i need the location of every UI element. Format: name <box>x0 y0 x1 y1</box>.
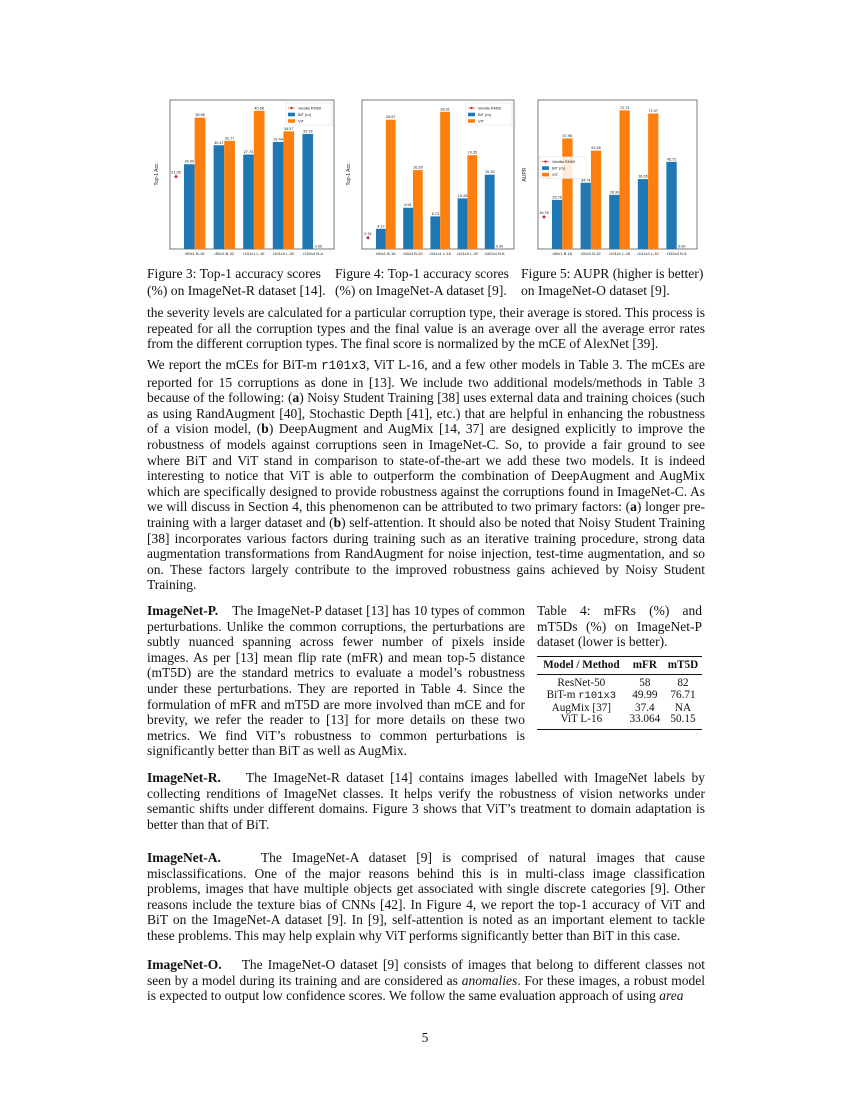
chart-legend <box>466 103 512 125</box>
bold-label: a <box>630 499 637 515</box>
bar <box>619 110 629 249</box>
x-tick-label: r101x1 L-16 <box>243 251 265 256</box>
section-heading: ImageNet-R. <box>147 770 221 785</box>
paragraph-mce-results <box>147 357 705 593</box>
bar <box>609 195 619 249</box>
bar-value-label: 57.98 <box>562 133 573 138</box>
table-cell: 49.99 <box>632 689 658 702</box>
bar <box>413 170 423 249</box>
text-span: ) Noisy Student Training [38] uses external data and training choices (such as using RandAugment [40], Stochastic Depth [41], etc.) that are helpful in enhancing the robustness of a vision model, ( <box>147 390 705 437</box>
bar-value-label: 36.65 <box>638 174 648 179</box>
bar <box>467 155 477 249</box>
bar-chart-svg <box>518 96 703 261</box>
bar-value-label: 0.00 <box>678 244 686 249</box>
paragraph-text <box>147 603 525 759</box>
bar-chart-svg <box>150 96 340 261</box>
section-heading: ImageNet-A. <box>147 850 221 865</box>
section-imagenet-a <box>147 850 705 944</box>
figure-captions <box>147 265 707 299</box>
bold-label: b <box>261 421 269 437</box>
bar-value-label: 28.39 <box>609 190 620 195</box>
x-tick-label: r50x3 B-32 <box>214 251 235 256</box>
table-cell: NA <box>674 701 692 714</box>
x-tick-label: r50x1 B-16 <box>552 251 573 256</box>
bar-value-label: 34.74 <box>580 178 591 183</box>
paragraph-text <box>147 850 705 944</box>
bar <box>376 229 386 249</box>
paragraph-text <box>147 357 705 593</box>
bar <box>224 141 235 249</box>
chart-legend <box>540 157 586 179</box>
text-span: . For these images, a robust model is expected to output low confidence scores. We follow the same evaluation approach of using <box>147 972 705 1004</box>
table-cell: 37.4 <box>635 701 655 714</box>
bold-label: a <box>292 390 300 406</box>
text-span: ) longer pre-training with a larger dataset and ( <box>147 499 706 530</box>
italic-term: area <box>659 988 684 1004</box>
y-axis-label: Top-1 Acc <box>346 163 352 186</box>
legend-label: Vanilla RN50 <box>552 159 576 165</box>
section-heading: ImageNet-P. <box>147 603 219 618</box>
figure-4-caption: Figure 4: Top-1 accuracy scores (%) on ImageNet-A dataset [9]. <box>335 266 509 298</box>
bar <box>273 142 284 249</box>
table-cell <box>537 675 626 690</box>
text-span: The ImageNet-P dataset [13] has 10 types of common perturbations. Unlike the common corruptions, the perturbations are subtly nuanced spanning across fewer number of pixels inside images. As per [13] mean flip rate (mFR) and mean top-5 distance (mT5D) are the standard metrics to evaluate a model’s robustness under these perturbations. They are reported in Table 4. Since the formulation of mFR and mT5D are more involved than mCE and for brevity, we refer the reader to [13] for more details on these two metrics. We find ViT’s robustness to common perturbations is significantly better than BiT as well as AugMix. <box>147 603 525 759</box>
x-tick-label: r152x4 N.A <box>484 251 505 256</box>
bar-value-label: 16.28 <box>413 165 423 170</box>
x-tick-label: r152x4 N.A <box>303 251 324 256</box>
bar <box>638 179 648 249</box>
chart-legend <box>286 103 332 125</box>
table-cell: 82 <box>677 677 689 690</box>
bar <box>243 155 254 249</box>
bar <box>440 112 450 249</box>
paragraph-text: the severity levels are calculated for a particular corruption type, their average is stored. This process is repeated for all the corruption types and the final value is an average over all the average error rates from the different corruption types. The final score is normalized by the mCE of AlexNet [39]. <box>147 305 705 352</box>
figure-5-caption: Figure 5: AUPR (higher is better) on ImageNet-O dataset [9]. <box>521 266 704 298</box>
bar <box>283 131 294 249</box>
x-tick-label: r101x3 L-32 <box>637 251 659 256</box>
bar <box>195 118 206 249</box>
bold-label: b <box>333 514 342 530</box>
bar <box>648 113 658 249</box>
page-number: 5 <box>421 1030 429 1045</box>
table-4 <box>537 603 702 730</box>
table-cell <box>537 714 626 729</box>
reference-point <box>367 236 370 239</box>
legend-label: BiT (m) <box>298 111 312 117</box>
figure-3-chart <box>150 96 340 261</box>
bar <box>581 183 591 249</box>
figure-3-caption: Figure 3: Top-1 accuracy scores (%) on ImageNet-R dataset [14]. <box>147 266 326 298</box>
column-header: mT5D <box>664 656 702 675</box>
figure-5-chart <box>518 96 703 261</box>
table-cell: 76.71 <box>670 689 696 702</box>
section-imagenet-r <box>147 770 705 832</box>
bar-value-label: 27.74 <box>243 150 254 155</box>
x-tick-label: r50x3 B-32 <box>403 251 423 256</box>
column-header: mFR <box>626 656 664 675</box>
bar-value-label: 38.58 <box>195 113 205 118</box>
section-imagenet-p <box>147 603 525 759</box>
legend-label: BiT (m) <box>552 165 566 171</box>
paragraph-mce-intro <box>147 305 705 352</box>
bar <box>591 151 601 249</box>
bar-value-label: 10.45 <box>457 193 468 198</box>
bar-value-label: 45.72 <box>666 157 677 162</box>
paragraph-text <box>147 770 705 832</box>
section-imagenet-o <box>147 957 705 1004</box>
model-name: AugMix [37] <box>551 701 612 714</box>
legend-label: BiT (m) <box>478 111 492 117</box>
model-name: BiT-m <box>546 688 579 701</box>
table-header-row <box>537 656 702 675</box>
reference-value-label: 21.26 <box>171 170 181 175</box>
bar <box>386 120 396 249</box>
bar-value-label: 51.58 <box>591 146 601 151</box>
model-code: r101x3 <box>321 359 367 373</box>
bar-value-label: 28.31 <box>440 107 450 112</box>
table-4-grid <box>537 656 702 730</box>
bar-value-label: 34.57 <box>284 126 294 131</box>
section-heading: ImageNet-O. <box>147 957 222 972</box>
legend-label: ViT <box>478 118 484 124</box>
text-span: ) DeepAugment and AugMix [14, 37] are designed explicitly to improve the robustness of models against corruptions seen in ImageNet-C. So, to provide a fair ground to see where BiT and ViT stand in comparison to state-of-the-art we add these two models. It is indeed interesting to notice that ViT is able to outperform the combination of DeepAugment and AugMix which are specifically designed to provide robustness against the corruptions found in ImageNet-C. As we will discuss in Section 4, this phenomenon can be attributed to two primary factors: ( <box>147 421 706 515</box>
table-row <box>537 714 702 729</box>
reference-value-label: 16.76 <box>539 211 549 216</box>
x-tick-label: r50x1 B-16 <box>184 251 205 256</box>
text-span: ) self-attention. It should also be noted that Noisy Student Training [38] incorporates various factors during training such as an iterative training procedure, strong data augmentation transformations from RandAugment for noise injection, test-time augmentation, and so on. These factors largely contribute to the improved robustness gains achieved by Noisy Student Training. <box>147 514 706 593</box>
reference-point <box>175 175 178 178</box>
legend-label: Vanilla RN50 <box>298 105 322 111</box>
table-cell: 50.15 <box>664 714 702 729</box>
bar <box>485 175 495 249</box>
legend-label: Vanilla RN50 <box>478 105 502 111</box>
bar <box>302 134 313 249</box>
bar-value-label: 26.67 <box>385 115 396 120</box>
bar <box>458 198 468 249</box>
bar-value-label: 31.44 <box>273 137 283 142</box>
bar-value-label: 19.35 <box>467 150 478 155</box>
bar <box>666 162 676 249</box>
bar-value-label: 4.17 <box>377 224 385 229</box>
reference-point <box>543 216 546 219</box>
bar-value-label: 24.90 <box>184 159 195 164</box>
bar-value-label: 8.51 <box>404 203 412 208</box>
text-span: The ImageNet-O dataset [9] consists of images that belong to different classes not seen by a model during its training and are considered as <box>147 957 705 988</box>
table-row <box>537 675 702 690</box>
text-span: , ViT L-16, and a few other models in Table 3. The mCEs are reported for 15 corruptions as done in [13]. We include two additional models/methods in Table 3 because of the following: ( <box>147 357 705 406</box>
legend-label: ViT <box>552 172 558 178</box>
table-cell: 33.064 <box>626 714 664 729</box>
text-span: We report the mCEs for BiT-m <box>147 357 322 372</box>
bar-value-label: 0.00 <box>314 244 323 249</box>
x-tick-label: r152x4 N.A <box>666 251 687 256</box>
x-tick-label: r101x1 L-16 <box>429 251 451 256</box>
bar <box>184 164 195 249</box>
bar-value-label: 72.73 <box>619 105 630 110</box>
model-name: ResNet-50 <box>557 677 606 690</box>
table-caption: Table 4: mFRs (%) and mT5Ds (%) on ImageNet-P dataset (lower is better). <box>537 603 702 650</box>
text-span: The ImageNet-R dataset [14] contains images labelled with ImageNet labels by collecting renditions of ImageNet classes. It helps verify the robustness of vision networks under semantic shifts under different domains. Figure 3 shows that ViT’s treatment to domain adaptation is better than that of BiT. <box>147 770 705 832</box>
bar <box>214 145 225 249</box>
x-tick-label: r101x1 L-16 <box>608 251 631 256</box>
bar <box>552 200 562 249</box>
y-axis-label: AUPR <box>522 167 528 182</box>
model-code: r101x3 <box>578 689 617 702</box>
bar <box>403 208 413 249</box>
x-tick-label: r50x3 B-32 <box>581 251 601 256</box>
paragraph-text <box>147 957 705 1004</box>
reference-value-label: 2.31 <box>364 231 372 236</box>
table-cell: 58 <box>639 677 651 690</box>
figure-4-chart <box>342 96 520 261</box>
figure-row <box>150 96 705 261</box>
bar-value-label: 0.00 <box>495 244 504 249</box>
x-tick-label: r101x3 L-32 <box>456 251 479 256</box>
italic-term: anomalies <box>461 972 518 988</box>
bar-chart-svg <box>342 96 520 261</box>
bar <box>254 111 265 249</box>
bar-value-label: 71.07 <box>648 108 659 113</box>
text-span: The ImageNet-A dataset [9] is comprised of natural images that cause misclassifications. One of the major reasons behind this is in multi-class image classification problems, images that have multiple objects get associated with single discrete categories [9]. Other reasons include the texture bias of CNNs [42]. In Figure 4, we report the top-1 accuracy of ViT and BiT on the ImageNet-A dataset [9]. In [9], self-attention is noted as an important element to tackle these problems. This may help explain why ViT performs significantly better than BiT in this case. <box>147 850 705 943</box>
bar-value-label: 40.58 <box>254 106 264 111</box>
bar-value-label: 15.33 <box>484 170 495 175</box>
bar-value-label: 25.76 <box>552 195 562 200</box>
bar-value-label: 6.73 <box>431 211 439 216</box>
model-name: ViT L-16 <box>560 713 603 726</box>
y-axis-label: Top-1 Acc <box>154 163 160 186</box>
x-tick-label: r101x3 L-32 <box>272 251 295 256</box>
column-header: Model / Method <box>537 656 626 675</box>
legend-label: ViT <box>298 118 304 124</box>
bar <box>430 216 440 249</box>
bar-value-label: 30.47 <box>214 140 224 145</box>
bar <box>562 138 572 249</box>
bar-value-label: 31.77 <box>224 136 235 141</box>
x-tick-label: r50x1 B-16 <box>376 251 396 256</box>
bar-value-label: 33.78 <box>302 129 313 134</box>
